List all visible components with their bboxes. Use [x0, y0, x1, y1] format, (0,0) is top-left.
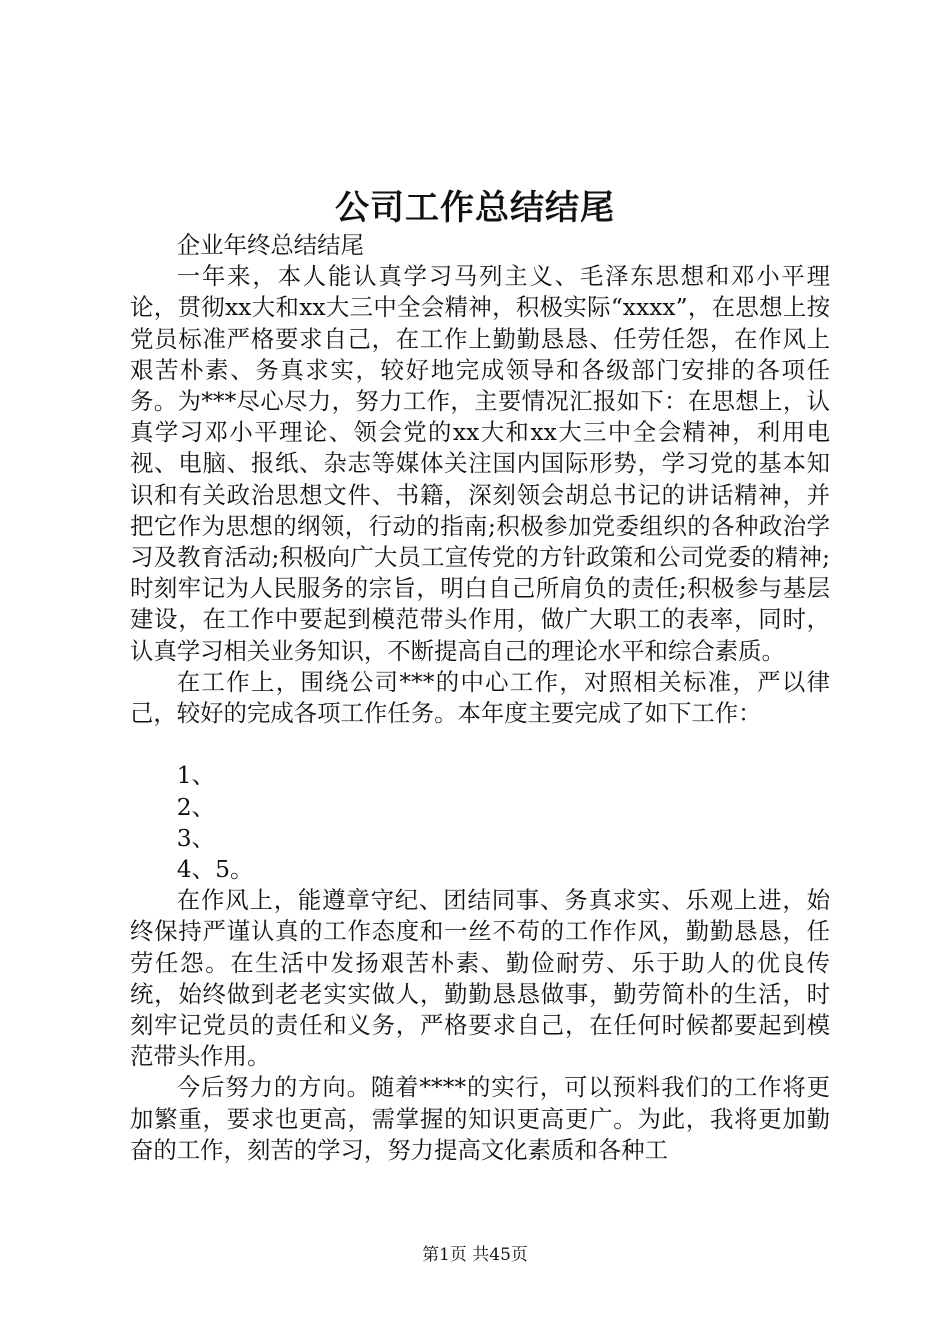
- list-item: 3、: [176, 823, 216, 852]
- page-footer: 第1页 共45页: [422, 1245, 528, 1265]
- list-item: 1、: [176, 761, 216, 790]
- document-body: [130, 230, 830, 1166]
- list-item: 4、5。: [176, 855, 254, 884]
- document-subtitle: 企业年终总结结尾: [176, 231, 364, 259]
- blank-line: [130, 729, 830, 760]
- paragraph-1: 一年来，本人能认真学习马列主义、毛泽东思想和邓小平理论，贯彻xx大和xx大三中全会精神，积极实际“xxxx”，在思想上按党员标准严格要求自己，在工作上勤勤恳恳、任劳任怨，在作风上艰苦朴素、务真求实，较好地完成领导和各级部门安排的各项任务。为***尽心尽力，努力工作，主要情况汇报如下：在思想上，认真学习邓小平理论、领会党的xx大和xx大三中全会精神，利用电视、电脑、报纸、杂志等媒体关注国内国际形势，学习党的基本知识和有关政治思想文件、书籍，深刻领会胡总书记的讲话精神，并把它作为思想的纲领，行动的指南;积极参加党委组织的各种政治学习及教育活动;积极向广大员工宣传党的方针政策和公司党委的精神;时刻牢记为人民服务的宗旨，明白自己所肩负的责任;积极参与基层建设，在工作中要起到模范带头作用，做广大职工的表率，同时，认真学习相关业务知识，不断提高自己的理论水平和综合素质。: [130, 262, 830, 665]
- paragraph-2: 在工作上，围绕公司***的中心工作，对照相关标准，严以律己，较好的完成各项工作任务。本年度主要完成了如下工作：: [130, 667, 830, 728]
- list-item: 2、: [176, 792, 216, 821]
- paragraph-3: 在作风上，能遵章守纪、团结同事、务真求实、乐观上进，始终保持严谨认真的工作态度和一丝不苟的工作作风，勤勤恳恳，任劳任怨。在生活中发扬艰苦朴素、勤俭耐劳、乐于助人的优良传统，始终做到老老实实做人，勤勤恳恳做事，勤劳简朴的生活，时刻牢记党员的责任和义务，严格要求自己，在任何时候都要起到模范带头作用。: [130, 886, 830, 1071]
- paragraph-4: 今后努力的方向。随着****的实行，可以预料我们的工作将更加繁重，要求也更高，需掌握的知识更高更广。为此，我将更加勤奋的工作，刻苦的学习，努力提高文化素质和各种工: [130, 1073, 830, 1164]
- document-title: 公司工作总结结尾: [335, 188, 615, 228]
